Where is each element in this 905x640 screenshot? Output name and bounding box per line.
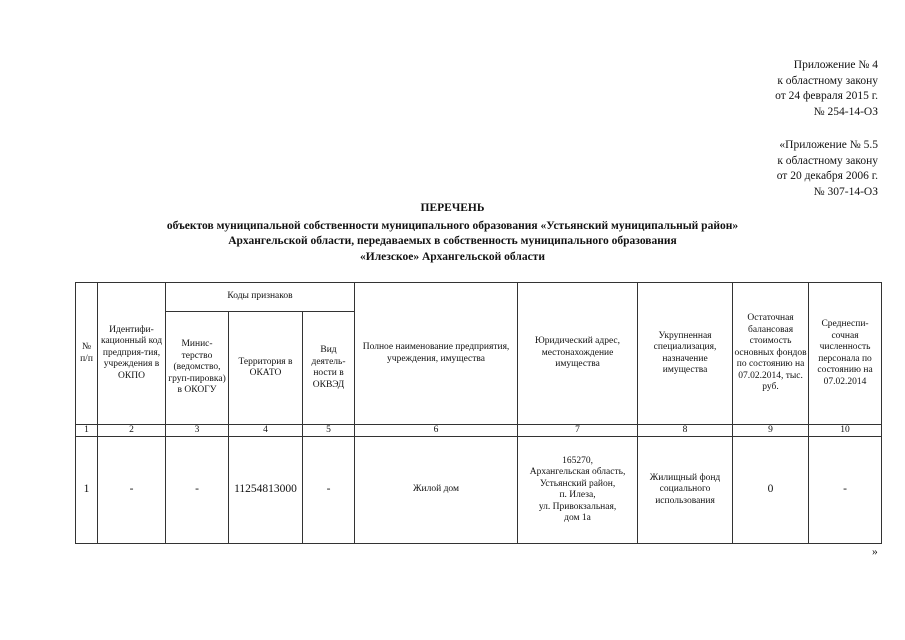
header-specialization: Укрупненная специализация, назначение имущества	[638, 283, 733, 425]
cell-name: Жилой дом	[355, 437, 518, 544]
column-number: 5	[303, 425, 355, 437]
table-row	[76, 437, 882, 544]
appendix-line: «Приложение № 5.5	[779, 139, 878, 151]
appendix-line: к областному закону	[777, 154, 878, 167]
column-number: 2	[98, 425, 166, 437]
property-registry-table	[75, 282, 882, 544]
appendix-line: Приложение № 4	[793, 59, 878, 71]
cell-okato: 11254813000	[229, 437, 303, 544]
heading-line: объектов муниципальной собственности муниципального образования «Устьянский муниципальный район»	[166, 219, 739, 232]
document-heading	[0, 201, 905, 265]
cell-okpo: -	[98, 437, 166, 544]
address-line: ул. Привокзальная,	[538, 501, 617, 512]
header-address: Юридический адрес, местонахождение имущества	[518, 283, 638, 425]
column-number: 3	[166, 425, 229, 437]
table-header-row	[76, 283, 882, 312]
header-okpo: Идентифи-кационный код предприя-тия, учреждения в ОКПО	[98, 283, 166, 425]
document-title: ПЕРЕЧЕНЬ	[420, 202, 485, 214]
column-number-row	[76, 425, 882, 437]
appendix-line: от 24 февраля 2015 г.	[775, 90, 878, 102]
appendix-reference-current	[775, 58, 878, 120]
header-okogu: Минис-терство (ведомство, груп-пировка) в ОКОГУ	[166, 312, 229, 425]
column-number: 9	[733, 425, 809, 437]
closing-quote: »	[872, 546, 878, 558]
heading-line: Архангельской области, передаваемых в собственность муниципального образования	[228, 235, 677, 247]
header-codes-group: Коды признаков	[166, 283, 355, 312]
heading-line: «Илезское» Архангельской области	[360, 250, 545, 263]
header-name: Полное наименование предприятия, учреждения, имущества	[355, 283, 518, 425]
address-line: Устьянский район,	[539, 478, 616, 489]
appendix-line: № 254-14-ОЗ	[813, 105, 878, 118]
header-headcount: Среднеспи-сочная численность персонала по состоянию на 07.02.2014	[809, 283, 882, 425]
address-line: Архангельская область,	[529, 467, 626, 477]
column-number: 1	[76, 425, 98, 437]
address-line: 165270,	[562, 455, 593, 466]
appendix-line: от 20 декабря 2006 г.	[776, 170, 878, 182]
cell-address	[518, 437, 638, 544]
header-residual-value: Остаточная балансовая стоимость основных фондов по состоянию на 07.02.2014, тыс. руб.	[733, 283, 809, 425]
appendix-line: к областному закону	[777, 74, 878, 87]
column-number: 6	[355, 425, 518, 437]
cell-okved: -	[303, 437, 355, 544]
address-line: п. Илеза,	[559, 490, 596, 500]
column-number: 4	[229, 425, 303, 437]
header-okato: Территория в ОКАТО	[229, 312, 303, 425]
cell-specialization: Жилищный фонд социального использования	[638, 437, 733, 544]
cell-num: 1	[76, 437, 98, 544]
appendix-reference-amended	[777, 138, 878, 200]
cell-residual-value: 0	[733, 437, 809, 544]
header-okved: Вид деятель-ности в ОКВЭД	[303, 312, 355, 425]
column-number: 7	[518, 425, 638, 437]
cell-okogu: -	[166, 437, 229, 544]
appendix-line: № 307-14-ОЗ	[813, 185, 878, 198]
column-number: 8	[638, 425, 733, 437]
header-num: № п/п	[76, 283, 98, 425]
cell-headcount: -	[809, 437, 882, 544]
column-number: 10	[809, 425, 882, 437]
address-line: дом 1а	[564, 513, 591, 523]
